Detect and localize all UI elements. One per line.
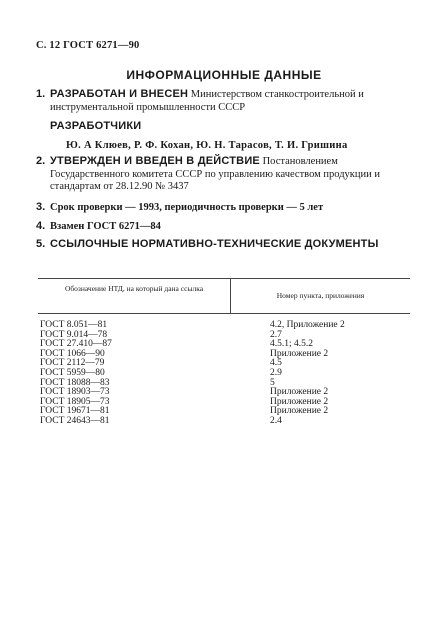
table-header xyxy=(38,278,410,314)
item-number: 4. xyxy=(36,220,46,232)
table-row xyxy=(38,416,410,426)
cell-document: ГОСТ 19671—81 xyxy=(40,406,110,417)
cell-clause: 4.5.1; 4.5.2 xyxy=(270,339,314,350)
cell-clause: Приложение 2 xyxy=(270,348,329,359)
cell-document: ГОСТ 2112—79 xyxy=(40,358,105,369)
item-text: Постановлением Государственного комитета СССР по управлению качеством продукции и стандартам от 28.12.90 № 3437 xyxy=(50,156,380,192)
item-text: Министерством станкостроительной и инструментальной промышленности СССР xyxy=(50,89,364,113)
cell-document: ГОСТ 5959—80 xyxy=(40,367,105,378)
cell-document: ГОСТ 9.014—78 xyxy=(40,329,108,340)
cell-clause: 2.7 xyxy=(270,329,282,340)
section-title: ИНФОРМАЦИОННЫЕ ДАННЫЕ xyxy=(126,68,322,82)
references-table xyxy=(38,278,410,426)
page-header: С. 12 ГОСТ 6271—90 xyxy=(36,40,140,51)
cell-clause: Приложение 2 xyxy=(270,396,329,407)
table-row xyxy=(38,330,410,340)
cell-clause: 2.4 xyxy=(270,415,282,426)
item-3 xyxy=(36,201,412,215)
cell-document: ГОСТ 24643—81 xyxy=(40,415,110,426)
cell-document: ГОСТ 18905—73 xyxy=(40,396,110,407)
table-row xyxy=(38,349,410,359)
developers-label: РАЗРАБОТЧИКИ xyxy=(50,120,142,132)
cell-document: ГОСТ 18088—83 xyxy=(40,377,110,388)
cell-clause: 5 xyxy=(270,377,275,388)
item-number: 5. xyxy=(36,238,46,250)
column-header-clause: Номер пункта, приложения xyxy=(276,291,365,300)
table-row xyxy=(38,358,410,368)
item-text: Взамен ГОСТ 6271—84 xyxy=(50,221,161,232)
cell-clause: 4.2, Приложение 2 xyxy=(270,320,345,330)
table-row xyxy=(38,387,410,397)
cell-clause: 2.9 xyxy=(270,367,282,378)
item-5 xyxy=(36,238,412,252)
table-body xyxy=(38,320,410,426)
cell-clause: Приложение 2 xyxy=(270,406,329,417)
item-1 xyxy=(36,88,412,114)
table-row xyxy=(38,397,410,407)
column-header-document: Обозначение НТД, на который дана ссылка xyxy=(64,284,204,293)
item-number: 2. xyxy=(36,155,46,167)
item-text: Срок проверки — 1993, периодичность проверки — 5 лет xyxy=(50,202,324,213)
item-number: 3. xyxy=(36,201,46,213)
table-row xyxy=(38,406,410,416)
item-number: 1. xyxy=(36,88,46,100)
item-4 xyxy=(36,220,412,234)
item-heading: ССЫЛОЧНЫЕ НОРМАТИВНО-ТЕХНИЧЕСКИЕ ДОКУМЕНТЫ xyxy=(50,238,379,250)
table-row xyxy=(38,368,410,378)
item-heading: РАЗРАБОТАН И ВНЕСЕН xyxy=(50,88,189,100)
developers-names: Ю. А Клюев, Р. Ф. Кохан, Ю. Н. Тарасов, Т. И. Гришина xyxy=(66,140,348,151)
item-heading: УТВЕРЖДЕН И ВВЕДЕН В ДЕЙСТВИЕ xyxy=(50,155,260,167)
cell-clause: Приложение 2 xyxy=(270,387,329,398)
cell-document: ГОСТ 1066—90 xyxy=(40,348,105,359)
cell-document: ГОСТ 27.410—87 xyxy=(40,339,112,350)
cell-document: ГОСТ 18903—73 xyxy=(40,387,110,398)
cell-clause: 4.5 xyxy=(270,358,282,369)
table-row xyxy=(38,320,410,330)
item-2 xyxy=(36,155,412,194)
table-row xyxy=(38,339,410,349)
cell-document: ГОСТ 8.051—81 xyxy=(40,320,108,330)
table-row xyxy=(38,378,410,388)
